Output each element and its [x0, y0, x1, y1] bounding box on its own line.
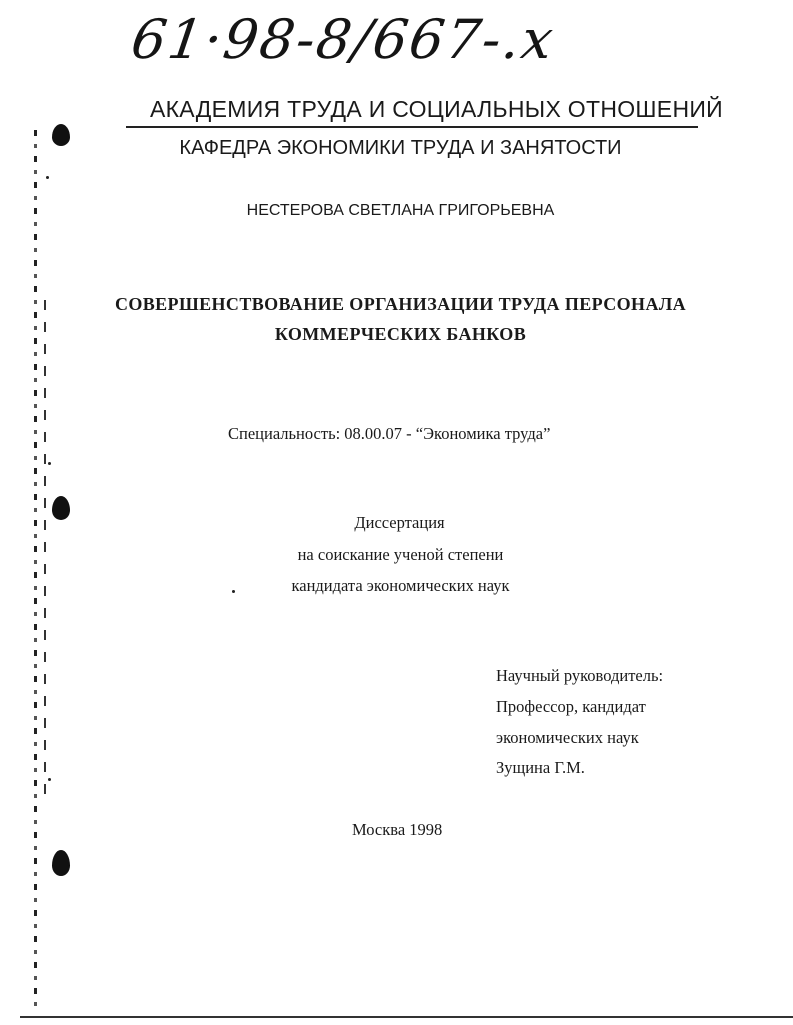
degree-line-1: на соискание ученой степени: [297, 545, 504, 564]
scan-speck: [46, 176, 49, 179]
advisor-title-1: Профессор, кандидат: [496, 697, 646, 716]
punch-hole-mark: [52, 850, 70, 876]
advisor-name: Зущина Г.М.: [496, 758, 585, 777]
punch-hole-mark: [52, 124, 70, 146]
author-name: НЕСТЕРОВА СВЕТЛАНА ГРИГОРЬЕВНА: [246, 202, 555, 219]
scan-binding-edge-inner: [44, 300, 46, 800]
scan-speck: [48, 462, 51, 465]
institution-name: АКАДЕМИЯ ТРУДА И СОЦИАЛЬНЫХ ОТНОШЕНИЙ: [149, 96, 724, 122]
department-name: КАФЕДРА ЭКОНОМИКИ ТРУДА И ЗАНЯТОСТИ: [179, 137, 622, 159]
thesis-title-line-2: КОММЕРЧЕСКИХ БАНКОВ: [274, 324, 527, 344]
dissertation-label: Диссертация: [354, 513, 445, 532]
advisor-title-2: экономических наук: [496, 728, 639, 747]
degree-line-2: кандидата экономических наук: [291, 576, 510, 595]
punch-hole-mark: [52, 496, 70, 520]
thesis-title-line-1: СОВЕРШЕНСТВОВАНИЕ ОРГАНИЗАЦИИ ТРУДА ПЕРСОНАЛА: [114, 294, 687, 314]
scan-binding-edge: [34, 130, 37, 1010]
handwritten-archive-mark: 61·98-8/667-.x: [127, 8, 559, 71]
scan-bottom-edge: [20, 1016, 793, 1018]
specialty-line: Специальность: 08.00.07 - “Экономика труда”: [228, 424, 551, 443]
city-year: Москва 1998: [352, 820, 443, 839]
advisor-label: Научный руководитель:: [496, 666, 664, 685]
scan-speck: [232, 590, 235, 593]
header-rule: [126, 126, 698, 128]
scan-speck: [48, 778, 51, 781]
